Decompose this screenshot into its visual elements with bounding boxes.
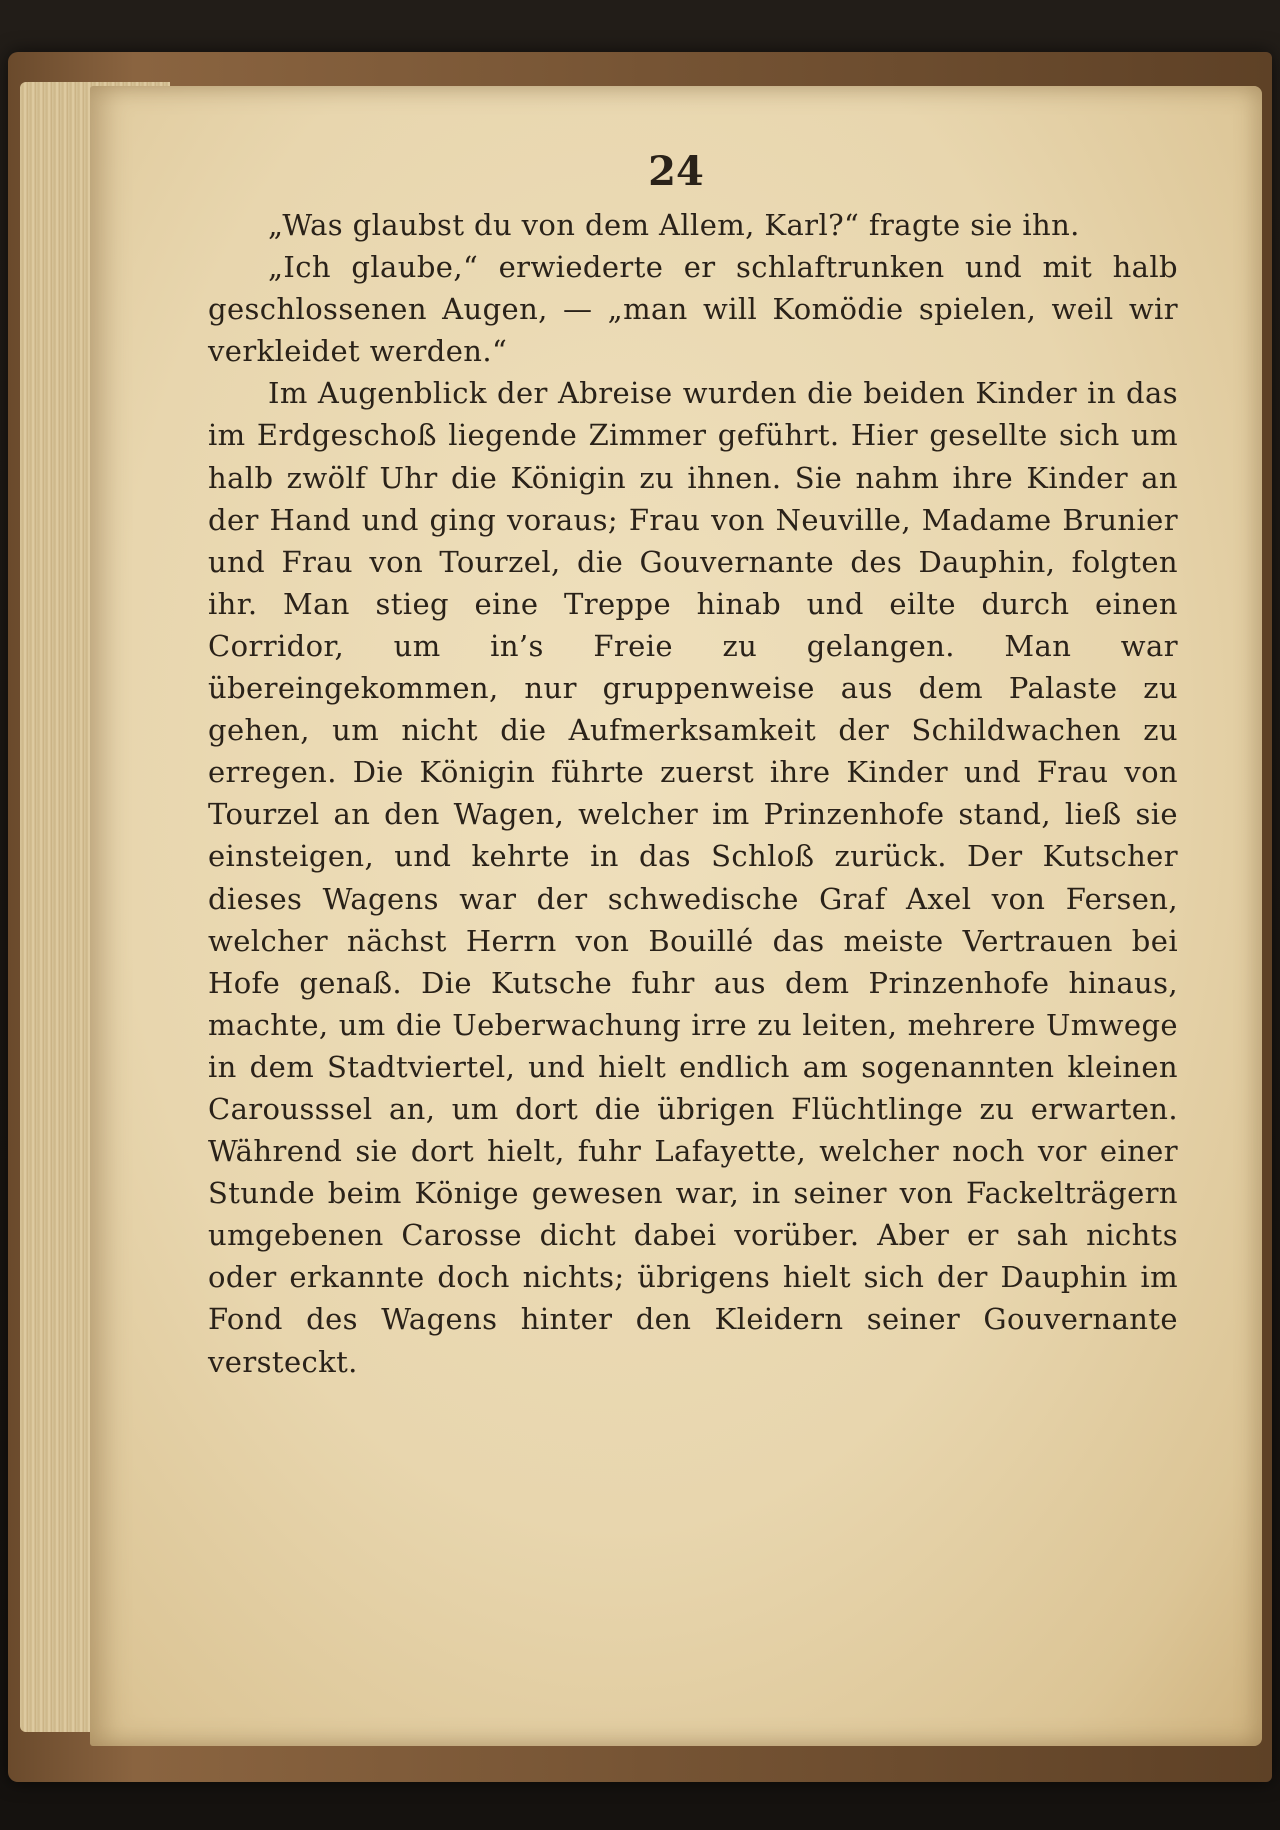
paragraph-1: „Was glaubst du von dem Allem, Karl?“ fragte sie ihn. (268, 208, 1080, 242)
page-number: 24 (648, 148, 704, 195)
paragraph-3: Im Augenblick der Abreise wurden die beiden Kinder in das im Erdgeschoß liegende Zimmer geführt. Hier gesellte sich um halb zwölf Uhr die Königin zu ihnen. Sie nahm ihre Kinder an der Hand und ging voraus; Frau von Neuville, Madame Brunier und Frau von Tourzel, die Gouvernante des Dauphin, folgten ihr. Man stieg eine Treppe hinab und eilte durch einen Corridor, um in’s Freie zu gelangen. Man war übereingekommen, nur gruppenweise aus dem Palaste zu gehen, um nicht die Aufmerksamkeit der Schildwachen zu erregen. Die Königin führte zuerst ihre Kinder und Frau von Tourzel an den Wagen, welcher im Prinzenhofe stand, ließ sie einsteigen, und kehrte in das Schloß zurück. Der Kutscher dieses Wagens war der schwedische Graf Axel von Fersen, welcher nächst Herrn von Bouillé das meiste Vertrauen bei Hofe genaß. Die Kutsche fuhr aus dem Prinzenhofe hinaus, machte, um die Ueberwachung irre zu leiten, mehrere Umwege in dem Stadtviertel, und hielt endlich am sogenannten kleinen Carousssel an, um dort die übrigen Flüchtlinge zu erwarten. Während sie dort hielt, fuhr Lafayette, welcher noch vor einer Stunde beim Könige gewesen war, in seiner von Fackelträgern umgebenen Carosse dicht dabei vorüber. Aber er sah nichts oder erkannte doch nichts; übrigens hielt sich der Dauphin im Fond des Wagens hinter den Kleidern seiner Gouvernante versteckt. (208, 376, 1178, 1379)
book-page (90, 86, 1262, 1746)
page-text (208, 204, 1178, 1383)
paragraph-2: „Ich glaube,“ erwiederte er schlaftrunken und mit halb geschlossenen Augen, — „man will Komödie spielen, weil wir verkleidet werden.“ (208, 250, 1178, 369)
